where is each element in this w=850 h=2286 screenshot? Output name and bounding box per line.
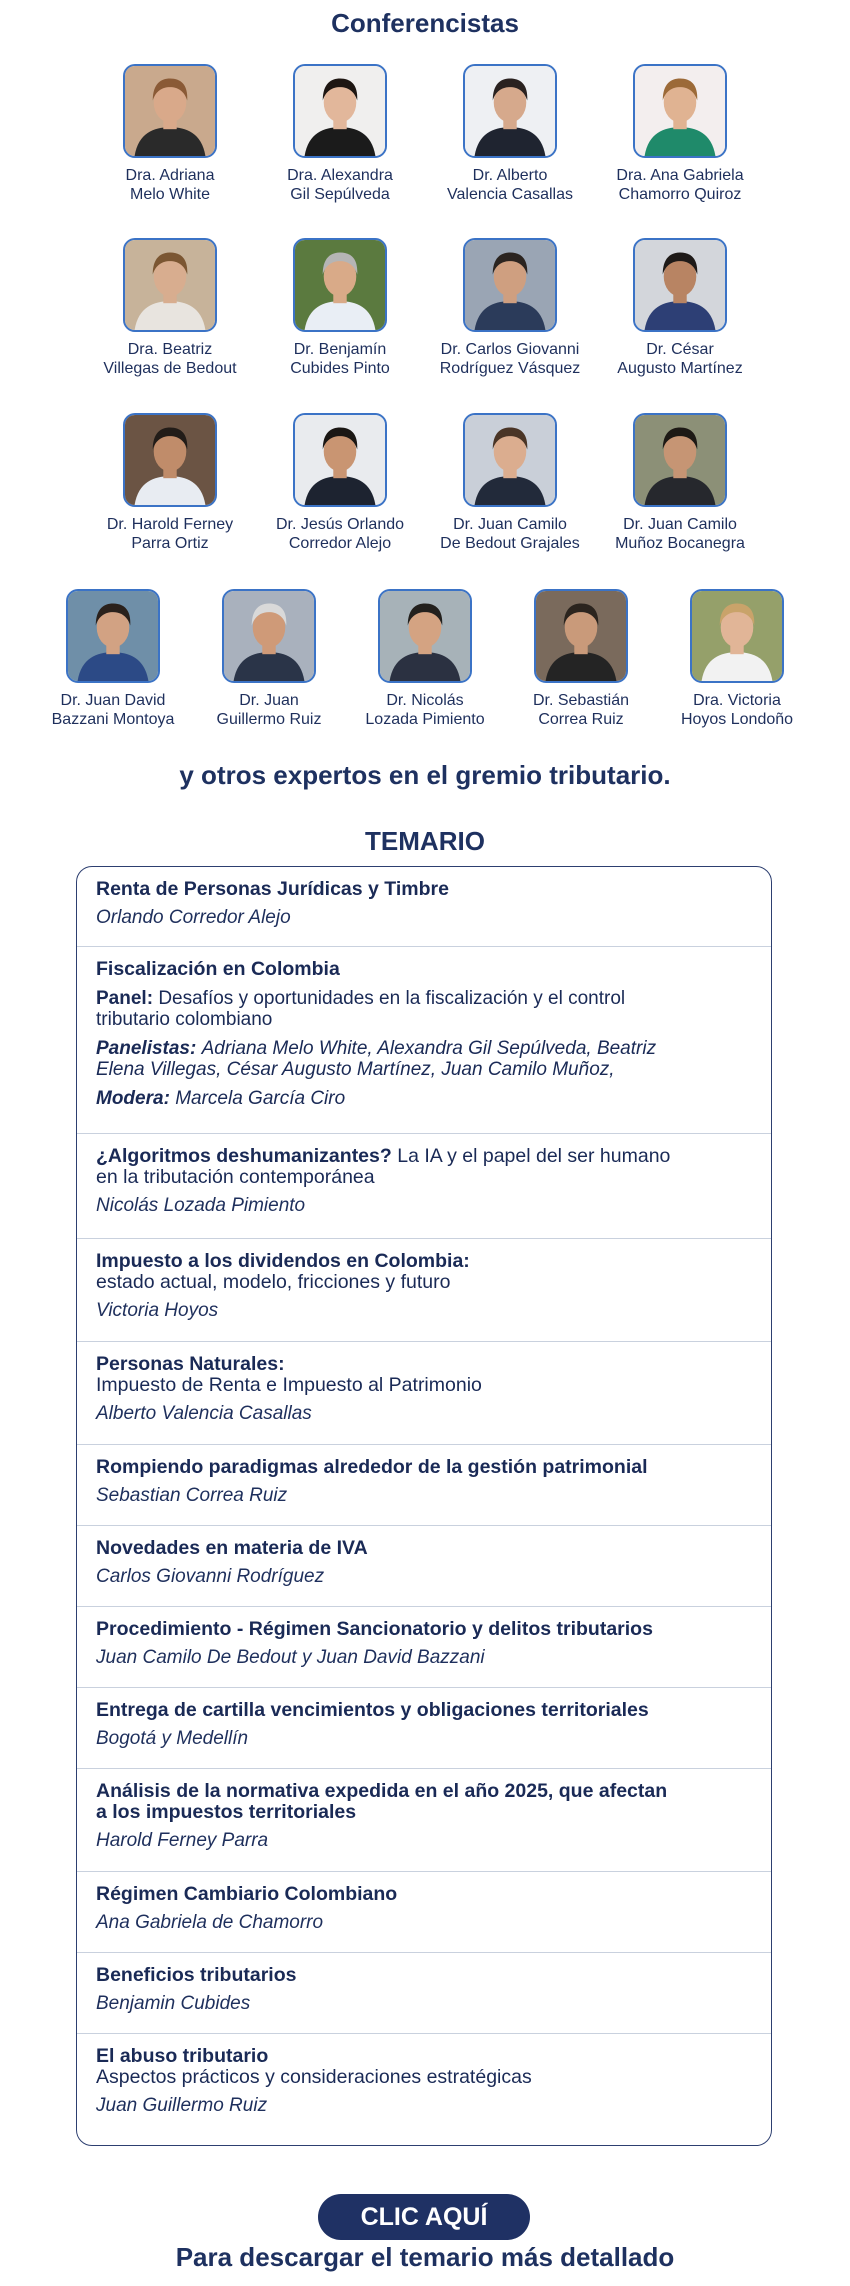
divider [77, 946, 771, 947]
temario-item [77, 1700, 771, 1750]
speaker-photo [633, 64, 727, 158]
speakers-row-3 [0, 413, 850, 553]
portrait-icon [692, 591, 782, 681]
speaker-card [191, 589, 347, 729]
speaker-card [255, 413, 425, 553]
portrait-icon [635, 66, 725, 156]
temario-item [77, 1538, 771, 1588]
speaker-photo [66, 589, 160, 683]
speaker-name [615, 515, 745, 553]
item-speaker: Victoria Hoyos [96, 1300, 219, 1321]
speaker-name-line-1: Dra. Alexandra [287, 167, 393, 184]
speaker-card [35, 589, 191, 729]
item-title: Beneficios tributarios [96, 1964, 297, 1986]
divider [77, 1238, 771, 1239]
temario-item [77, 1884, 771, 1934]
speaker-photo [633, 413, 727, 507]
temario-heading: TEMARIO [365, 826, 485, 856]
speaker-photo [222, 589, 316, 683]
portrait-icon [465, 415, 555, 505]
temario-item [77, 879, 771, 929]
speaker-name [616, 166, 743, 204]
speaker-name-line-2: Hoyos Londoño [680, 711, 794, 728]
item-title: Renta de Personas Jurídicas y Timbre [96, 878, 449, 900]
speaker-photo [378, 589, 472, 683]
speaker-photo [463, 413, 557, 507]
speaker-name-line-1: Dr. Sebastián [532, 692, 630, 709]
item-title-line-2: estado actual, modelo, fricciones y futuro [96, 1271, 451, 1293]
speaker-name [290, 340, 390, 378]
speaker-name-line-1: Dr. Harold Ferney [106, 516, 234, 533]
item-title: Fiscalización en Colombia [96, 958, 340, 980]
item-speaker: Nicolás Lozada Pimiento [96, 1195, 306, 1216]
portrait-icon [224, 591, 314, 681]
divider [77, 1952, 771, 1953]
item-speaker: Benjamin Cubides [96, 1993, 251, 2014]
speaker-name-line-2: Valencia Casallas [447, 186, 573, 203]
item-title-line-2: a los impuestos territoriales [96, 1801, 357, 1823]
speaker-name [276, 515, 404, 553]
panelists-text [96, 1038, 753, 1080]
speaker-name-line-2: Rodríguez Vásquez [439, 360, 581, 377]
experts-line: y otros expertos en el gremio tributario. [179, 760, 671, 790]
speakers-row-1 [0, 64, 850, 204]
speaker-name-line-2: Melo White [129, 186, 211, 203]
speaker-photo [633, 238, 727, 332]
speaker-name-line-1: Dr. Juan Camilo [453, 516, 567, 533]
temario-item [77, 2046, 771, 2117]
speaker-name [440, 515, 580, 553]
temario-item [77, 1781, 771, 1852]
temario-box [76, 866, 772, 2146]
speaker-card [425, 413, 595, 553]
item-title-line-2: Impuesto de Renta e Impuesto al Patrimonio [96, 1374, 482, 1396]
speaker-photo [690, 589, 784, 683]
portrait-icon [125, 66, 215, 156]
divider [77, 1133, 771, 1134]
item-speaker: Carlos Giovanni Rodríguez [96, 1566, 325, 1587]
speaker-name [681, 691, 793, 729]
panelists-line-1: Adriana Melo White, Alexandra Gil Sepúlveda, Beatriz [201, 1038, 657, 1059]
item-title [96, 1146, 753, 1188]
panel-line-2: tributario colombiano [96, 1009, 273, 1030]
temario-item [77, 1251, 771, 1322]
item-speaker: Juan Camilo De Bedout y Juan David Bazzani [96, 1647, 485, 1668]
divider [77, 1871, 771, 1872]
speaker-name-line-1: Dr. César [646, 341, 714, 358]
temario-item [77, 1457, 771, 1507]
speaker-card [659, 589, 815, 729]
speaker-photo [123, 413, 217, 507]
speaker-name [217, 691, 322, 729]
temario-item [77, 1354, 771, 1425]
divider [77, 1525, 771, 1526]
speaker-name-line-1: Dra. Victoria [693, 692, 781, 709]
speaker-name [617, 340, 742, 378]
speaker-card [85, 238, 255, 378]
divider [77, 1606, 771, 1607]
item-title-line-2: en la tributación contemporánea [96, 1166, 375, 1188]
speaker-name-line-1: Dr. Juan Camilo [623, 516, 737, 533]
speaker-name-line-2: Correa Ruiz [538, 711, 624, 728]
divider [77, 2033, 771, 2034]
temario-item [77, 1965, 771, 2015]
panel-text [96, 988, 753, 1030]
item-speaker: Alberto Valencia Casallas [96, 1403, 312, 1424]
item-speaker: Ana Gabriela de Chamorro [96, 1912, 324, 1933]
item-title [96, 1354, 753, 1396]
speaker-name [447, 166, 573, 204]
item-title-line-1: El abuso tributario [96, 2045, 269, 2067]
speaker-name [287, 166, 393, 204]
speaker-name [103, 340, 236, 378]
speaker-name-line-2: Guillermo Ruiz [216, 711, 322, 728]
item-title-rest: La IA y el papel del ser humano [397, 1145, 671, 1167]
panel-line-1: Desafíos y oportunidades en la fiscalización y el control [158, 988, 626, 1009]
speaker-card [85, 64, 255, 204]
speaker-photo [463, 238, 557, 332]
portrait-icon [465, 66, 555, 156]
speaker-name-line-2: Augusto Martínez [617, 360, 743, 377]
item-title [96, 2046, 753, 2088]
speaker-card [595, 238, 765, 378]
item-title-bold: ¿Algoritmos deshumanizantes? [96, 1145, 392, 1167]
speaker-photo [123, 238, 217, 332]
download-button[interactable]: CLIC AQUÍ [318, 2194, 530, 2240]
speaker-photo [534, 589, 628, 683]
speaker-card [503, 589, 659, 729]
speaker-name-line-1: Dr. Juan [239, 692, 299, 709]
item-speaker: Juan Guillermo Ruiz [96, 2095, 268, 2116]
temario-item [77, 1619, 771, 1669]
speaker-name-line-2: Bazzani Montoya [51, 711, 175, 728]
portrait-icon [465, 240, 555, 330]
speaker-card [595, 413, 765, 553]
speaker-name [440, 340, 581, 378]
portrait-icon [380, 591, 470, 681]
item-title: Rompiendo paradigmas alrededor de la gestión patrimonial [96, 1456, 648, 1478]
temario-item [77, 959, 771, 1109]
speaker-name [533, 691, 629, 729]
speaker-card [255, 238, 425, 378]
speaker-card [425, 238, 595, 378]
item-speaker: Bogotá y Medellín [96, 1728, 249, 1749]
panel-label: Panel: [96, 988, 154, 1009]
panelists-line-2: Elena Villegas, César Augusto Martínez, Juan Camilo Muñoz, [96, 1059, 615, 1080]
divider [77, 1444, 771, 1445]
speaker-card [595, 64, 765, 204]
speaker-card [85, 413, 255, 553]
item-title [96, 1781, 753, 1823]
speaker-name-line-1: Dr. Alberto [472, 167, 548, 184]
portrait-icon [125, 415, 215, 505]
speaker-photo [293, 64, 387, 158]
speaker-photo [293, 413, 387, 507]
speaker-name-line-1: Dr. Nicolás [386, 692, 464, 709]
portrait-icon [68, 591, 158, 681]
divider [77, 1687, 771, 1688]
portrait-icon [635, 240, 725, 330]
portrait-icon [635, 415, 725, 505]
speaker-name-line-1: Dr. Jesús Orlando [275, 516, 405, 533]
speaker-name-line-2: Muñoz Bocanegra [615, 535, 745, 552]
speaker-card [347, 589, 503, 729]
speaker-card [255, 64, 425, 204]
speaker-photo [293, 238, 387, 332]
speaker-name-line-2: Villegas de Bedout [103, 360, 237, 377]
speaker-name [365, 691, 484, 729]
speaker-name-line-2: De Bedout Grajales [440, 535, 580, 552]
item-title: Procedimiento - Régimen Sancionatorio y delitos tributarios [96, 1618, 653, 1640]
portrait-icon [295, 415, 385, 505]
speaker-name-line-2: Corredor Alejo [288, 535, 392, 552]
speaker-name-line-1: Dra. Beatriz [127, 341, 213, 358]
speaker-name [107, 515, 233, 553]
speakers-row-4 [0, 589, 850, 729]
item-title: Novedades en materia de IVA [96, 1537, 368, 1559]
item-title-line-1: Análisis de la normativa expedida en el año 2025, que afectan [96, 1780, 668, 1802]
speaker-name-line-2: Cubides Pinto [290, 360, 390, 377]
speaker-name-line-2: Chamorro Quiroz [618, 186, 742, 203]
speaker-name-line-1: Dr. Benjamín [293, 341, 387, 358]
speaker-photo [463, 64, 557, 158]
speakers-row-2 [0, 238, 850, 378]
item-title-line-1: Impuesto a los dividendos en Colombia: [96, 1250, 470, 1272]
portrait-icon [536, 591, 626, 681]
speaker-name-line-2: Gil Sepúlveda [290, 186, 390, 203]
item-title: Régimen Cambiario Colombiano [96, 1883, 398, 1905]
panelists-label: Panelistas: [96, 1038, 197, 1059]
speaker-name-line-1: Dra. Ana Gabriela [616, 167, 744, 184]
divider [77, 1341, 771, 1342]
item-title-line-2: Aspectos prácticos y consideraciones estratégicas [96, 2066, 532, 2088]
speaker-name-line-1: Dr. Juan David [60, 692, 166, 709]
item-speaker: Harold Ferney Parra [96, 1830, 269, 1851]
portrait-icon [295, 240, 385, 330]
speaker-name-line-2: Lozada Pimiento [365, 711, 485, 728]
item-speaker: Sebastian Correa Ruiz [96, 1485, 288, 1506]
speaker-name [52, 691, 175, 729]
speakers-heading: Conferencistas [331, 8, 519, 38]
moderator-name: Marcela García Ciro [175, 1088, 346, 1109]
speaker-photo [123, 64, 217, 158]
item-speaker: Orlando Corredor Alejo [96, 907, 291, 928]
item-title: Entrega de cartilla vencimientos y obligaciones territoriales [96, 1699, 649, 1721]
speaker-name-line-2: Parra Ortiz [131, 535, 209, 552]
speaker-name-line-1: Dr. Carlos Giovanni [440, 341, 580, 358]
portrait-icon [295, 66, 385, 156]
speaker-name [126, 166, 215, 204]
item-title [96, 1251, 753, 1293]
download-subtitle: Para descargar el temario más detallado [175, 2242, 675, 2272]
portrait-icon [125, 240, 215, 330]
speaker-name-line-1: Dra. Adriana [125, 167, 215, 184]
moderator-text [96, 1088, 753, 1109]
temario-item [77, 1146, 771, 1217]
speaker-card [425, 64, 595, 204]
item-title-line-1: Personas Naturales: [96, 1353, 285, 1375]
moderator-label: Modera: [96, 1088, 170, 1109]
divider [77, 1768, 771, 1769]
